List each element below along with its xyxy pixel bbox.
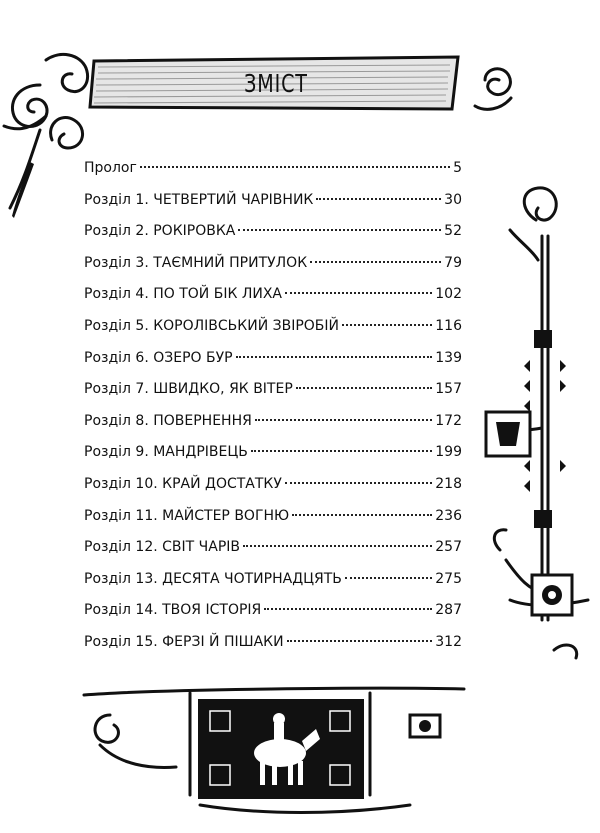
toc-entry <box>84 350 462 382</box>
toc-entry <box>84 508 462 540</box>
toc-leader-dots <box>238 229 441 231</box>
toc-entry-page: 139 <box>435 349 462 366</box>
toc-entry-page: 30 <box>444 191 462 208</box>
toc-entry-page: 52 <box>444 223 462 240</box>
toc-entry-page: 116 <box>435 317 462 334</box>
toc-entry <box>84 444 462 476</box>
toc-entry <box>84 192 462 224</box>
toc-leader-dots <box>285 292 432 294</box>
toc-entry-title: Розділ 14. ТВОЯ ІСТОРІЯ <box>84 602 262 619</box>
toc-entry-page: 287 <box>435 602 462 619</box>
toc-leader-dots <box>345 577 432 579</box>
toc-entry-title: Розділ 12. СВІТ ЧАРІВ <box>84 539 240 556</box>
toc-entry-title: Розділ 5. КОРОЛІВСЬКИЙ ЗВІРОБІЙ <box>84 317 340 334</box>
toc-entry-page: 257 <box>435 539 462 556</box>
toc-entry-title: Розділ 7. ШВИДКО, ЯК ВІТЕР <box>84 381 293 398</box>
toc-entry-page: 218 <box>435 475 462 492</box>
toc-entry <box>84 476 462 508</box>
toc-entry <box>84 255 462 287</box>
toc-entry-page: 5 <box>453 160 462 176</box>
vertical-ornament-right <box>480 180 595 665</box>
toc-entry-page: 236 <box>435 507 462 524</box>
toc-entry <box>84 539 462 571</box>
toc-leader-dots <box>140 166 450 168</box>
toc-entry-page: 312 <box>435 633 462 650</box>
toc-entry-page: 79 <box>444 254 462 271</box>
toc-leader-dots <box>236 356 433 358</box>
toc-entry <box>84 634 462 666</box>
toc-entry-title: Розділ 13. ДЕСЯТА ЧОТИРНАДЦЯТЬ <box>84 570 342 587</box>
toc-entry-title: Розділ 1. ЧЕТВЕРТИЙ ЧАРІВНИК <box>84 191 314 208</box>
toc-entry <box>84 318 462 350</box>
toc-entry <box>84 571 462 603</box>
toc-leader-dots <box>292 514 432 516</box>
toc-entry-title: Розділ 8. ПОВЕРНЕННЯ <box>84 412 252 429</box>
toc-entry-title: Розділ 6. ОЗЕРО БУР <box>84 349 233 366</box>
toc-entry <box>84 160 462 192</box>
toc-leader-dots <box>342 324 432 326</box>
toc-entry-page: 157 <box>435 381 462 398</box>
toc-entry-title: Розділ 3. ТАЄМНИЙ ПРИТУЛОК <box>84 254 308 271</box>
toc-entry <box>84 223 462 255</box>
toc-leader-dots <box>310 261 441 263</box>
toc-entry-title: Розділ 2. РОКІРОВКА <box>84 223 236 240</box>
toc-entry-title: Пролог <box>84 160 137 176</box>
toc-entry <box>84 413 462 445</box>
page-title: ЗМІСТ <box>244 68 308 98</box>
toc-entry <box>84 286 462 318</box>
toc-leader-dots <box>287 640 433 642</box>
toc-leader-dots <box>264 608 432 610</box>
toc-leader-dots <box>296 387 433 389</box>
toc-leader-dots <box>251 450 432 452</box>
toc-entry-page: 172 <box>435 412 462 429</box>
toc-leader-dots <box>316 198 441 200</box>
toc-entry-title: Розділ 10. КРАЙ ДОСТАТКУ <box>84 475 282 492</box>
toc-entry-page: 102 <box>435 286 462 303</box>
toc-entry-title: Розділ 9. МАНДРІВЕЦЬ <box>84 444 248 461</box>
toc-entry-page: 275 <box>435 570 462 587</box>
toc-entry <box>84 602 462 634</box>
toc-leader-dots <box>255 419 432 421</box>
toc-entry-title: Розділ 15. ФЕРЗІ Й ПІШАКИ <box>84 633 284 650</box>
toc-leader-dots <box>243 545 432 547</box>
title-banner <box>86 55 466 111</box>
toc-entry <box>84 381 462 413</box>
toc-leader-dots <box>285 482 432 484</box>
bottom-ornament-knight <box>80 675 470 825</box>
toc-entry-title: Розділ 11. МАЙСТЕР ВОГНЮ <box>84 507 290 524</box>
table-of-contents <box>84 160 462 666</box>
toc-entry-page: 199 <box>435 444 462 461</box>
toc-entry-title: Розділ 4. ПО ТОЙ БІК ЛИХА <box>84 286 283 303</box>
